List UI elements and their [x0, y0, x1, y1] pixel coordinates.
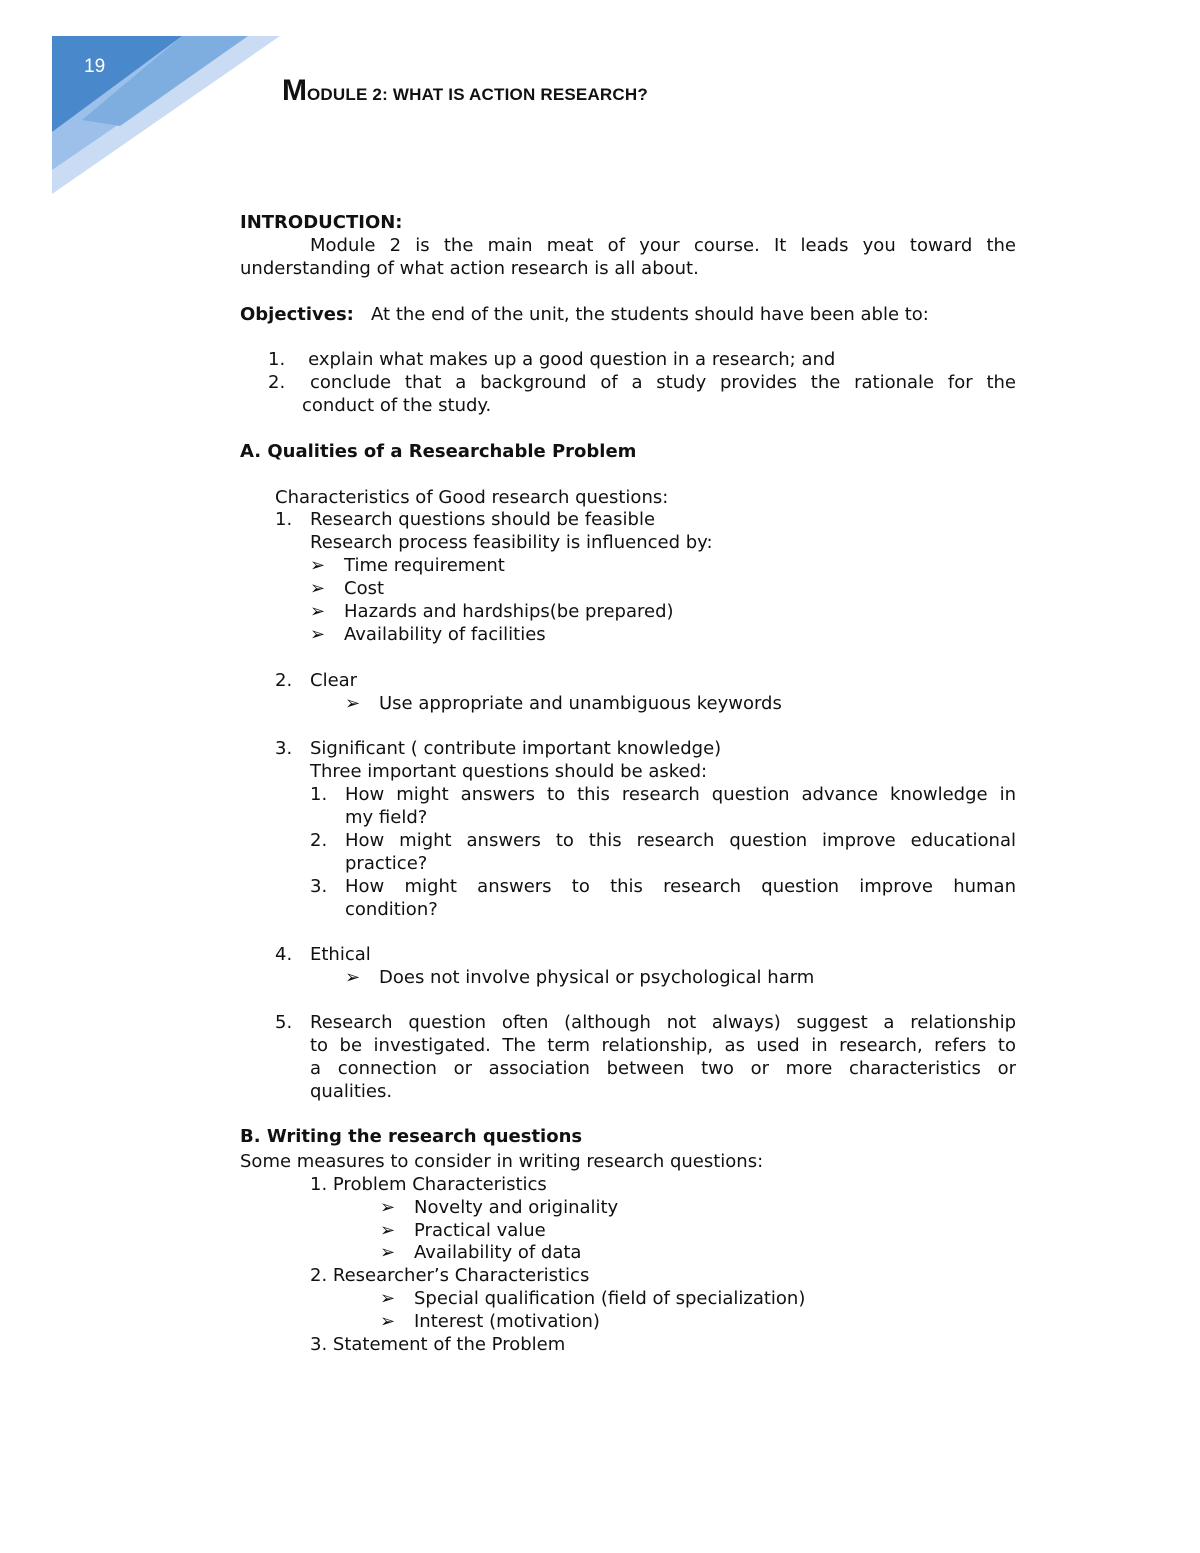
b-item-3-title: 3. Statement of the Problem	[310, 1334, 566, 1355]
section-a-intro: Characteristics of Good research questions:	[275, 487, 669, 508]
a-item-1-bullet-4: ➢ Availability of facilities	[310, 624, 546, 645]
b-item-2-bullet-2: ➢ Interest (motivation)	[380, 1311, 600, 1332]
page-number: 19	[84, 56, 106, 77]
a-item-1-title: Research questions should be feasible	[310, 509, 656, 530]
a-item-3-num: 3.	[275, 738, 293, 759]
section-b-heading: B. Writing the research questions	[240, 1126, 583, 1147]
a-question-1-line2: my field?	[345, 807, 428, 828]
objective-item-1: 1. explain what makes up a good question in a research; and	[268, 349, 836, 370]
objective-item-2-line2: conduct of the study.	[302, 395, 492, 416]
b-item-1-bullet-3: ➢ Availability of data	[380, 1242, 582, 1263]
a-question-3-line2: condition?	[345, 899, 438, 920]
section-a-heading: A. Qualities of a Researchable Problem	[240, 441, 637, 462]
a-question-2-num: 2.	[310, 830, 328, 851]
a-item-2-bullet-1: ➢ Use appropriate and unambiguous keywords	[345, 693, 782, 714]
b-item-2-bullet-1: ➢ Special qualification (field of specialization)	[380, 1288, 806, 1309]
a-item-1-sub: Research process feasibility is influenced by:	[310, 532, 713, 553]
a-question-1-line1: How might answers to this research question advance knowledge in	[345, 784, 1016, 805]
intro-paragraph-line2: understanding of what action research is all about.	[240, 258, 699, 279]
arrow-bullet-icon: ➢	[310, 578, 326, 599]
b-item-1-bullet-2: ➢ Practical value	[380, 1220, 546, 1241]
arrow-bullet-icon: ➢	[380, 1220, 396, 1241]
a-item-1-num: 1.	[275, 509, 293, 530]
a-item-1-bullet-1: ➢ Time requirement	[310, 555, 505, 576]
intro-heading: INTRODUCTION:	[240, 212, 403, 233]
intro-paragraph-line1: Module 2 is the main meat of your course. It leads you toward the	[310, 235, 1016, 256]
objectives-line: Objectives: At the end of the unit, the students should have been able to:	[240, 304, 929, 325]
corner-decoration	[0, 0, 290, 200]
b-item-2-title: 2. Researcher’s Characteristics	[310, 1265, 590, 1286]
a-item-2-title: Clear	[310, 670, 358, 691]
arrow-bullet-icon: ➢	[380, 1288, 396, 1309]
a-question-2-line2: practice?	[345, 853, 428, 874]
section-b-intro: Some measures to consider in writing research questions:	[240, 1151, 764, 1172]
arrow-bullet-icon: ➢	[345, 693, 361, 714]
a-question-3-line1: How might answers to this research question improve human	[345, 876, 1016, 897]
objective-item-2-line1: conclude that a background of a study provides the rationale for the	[310, 372, 1016, 393]
a-item-4-num: 4.	[275, 944, 293, 965]
arrow-bullet-icon: ➢	[380, 1311, 396, 1332]
arrow-bullet-icon: ➢	[310, 555, 326, 576]
a-item-4-title: Ethical	[310, 944, 371, 965]
b-item-1-bullet-1: ➢ Novelty and originality	[380, 1197, 619, 1218]
a-item-5-line4: qualities.	[310, 1081, 393, 1102]
arrow-bullet-icon: ➢	[310, 601, 326, 622]
a-item-5-line3: a connection or association between two or more characteristics or	[310, 1058, 1016, 1079]
arrow-bullet-icon: ➢	[310, 624, 326, 645]
a-item-5-num: 5.	[275, 1012, 293, 1033]
a-item-3-title: Significant ( contribute important knowledge)	[310, 738, 722, 759]
module-title: MODULE 2: WHAT IS ACTION RESEARCH?	[282, 74, 648, 107]
objective-item-2-num: 2.	[268, 372, 286, 393]
a-question-2-line1: How might answers to this research question improve educational	[345, 830, 1016, 851]
a-item-1-bullet-3: ➢ Hazards and hardships(be prepared)	[310, 601, 674, 622]
arrow-bullet-icon: ➢	[345, 967, 361, 988]
a-question-1-num: 1.	[310, 784, 328, 805]
a-item-3-sub: Three important questions should be asked:	[310, 761, 708, 782]
a-item-2-num: 2.	[275, 670, 293, 691]
a-item-5-line2: to be investigated. The term relationship, as used in research, refers to	[310, 1035, 1016, 1056]
a-item-1-bullet-2: ➢ Cost	[310, 578, 385, 599]
a-item-5-line1: Research question often (although not always) suggest a relationship	[310, 1012, 1016, 1033]
arrow-bullet-icon: ➢	[380, 1197, 396, 1218]
a-question-3-num: 3.	[310, 876, 328, 897]
arrow-bullet-icon: ➢	[380, 1242, 396, 1263]
b-item-1-title: 1. Problem Characteristics	[310, 1174, 547, 1195]
a-item-4-bullet-1: ➢ Does not involve physical or psychological harm	[345, 967, 815, 988]
